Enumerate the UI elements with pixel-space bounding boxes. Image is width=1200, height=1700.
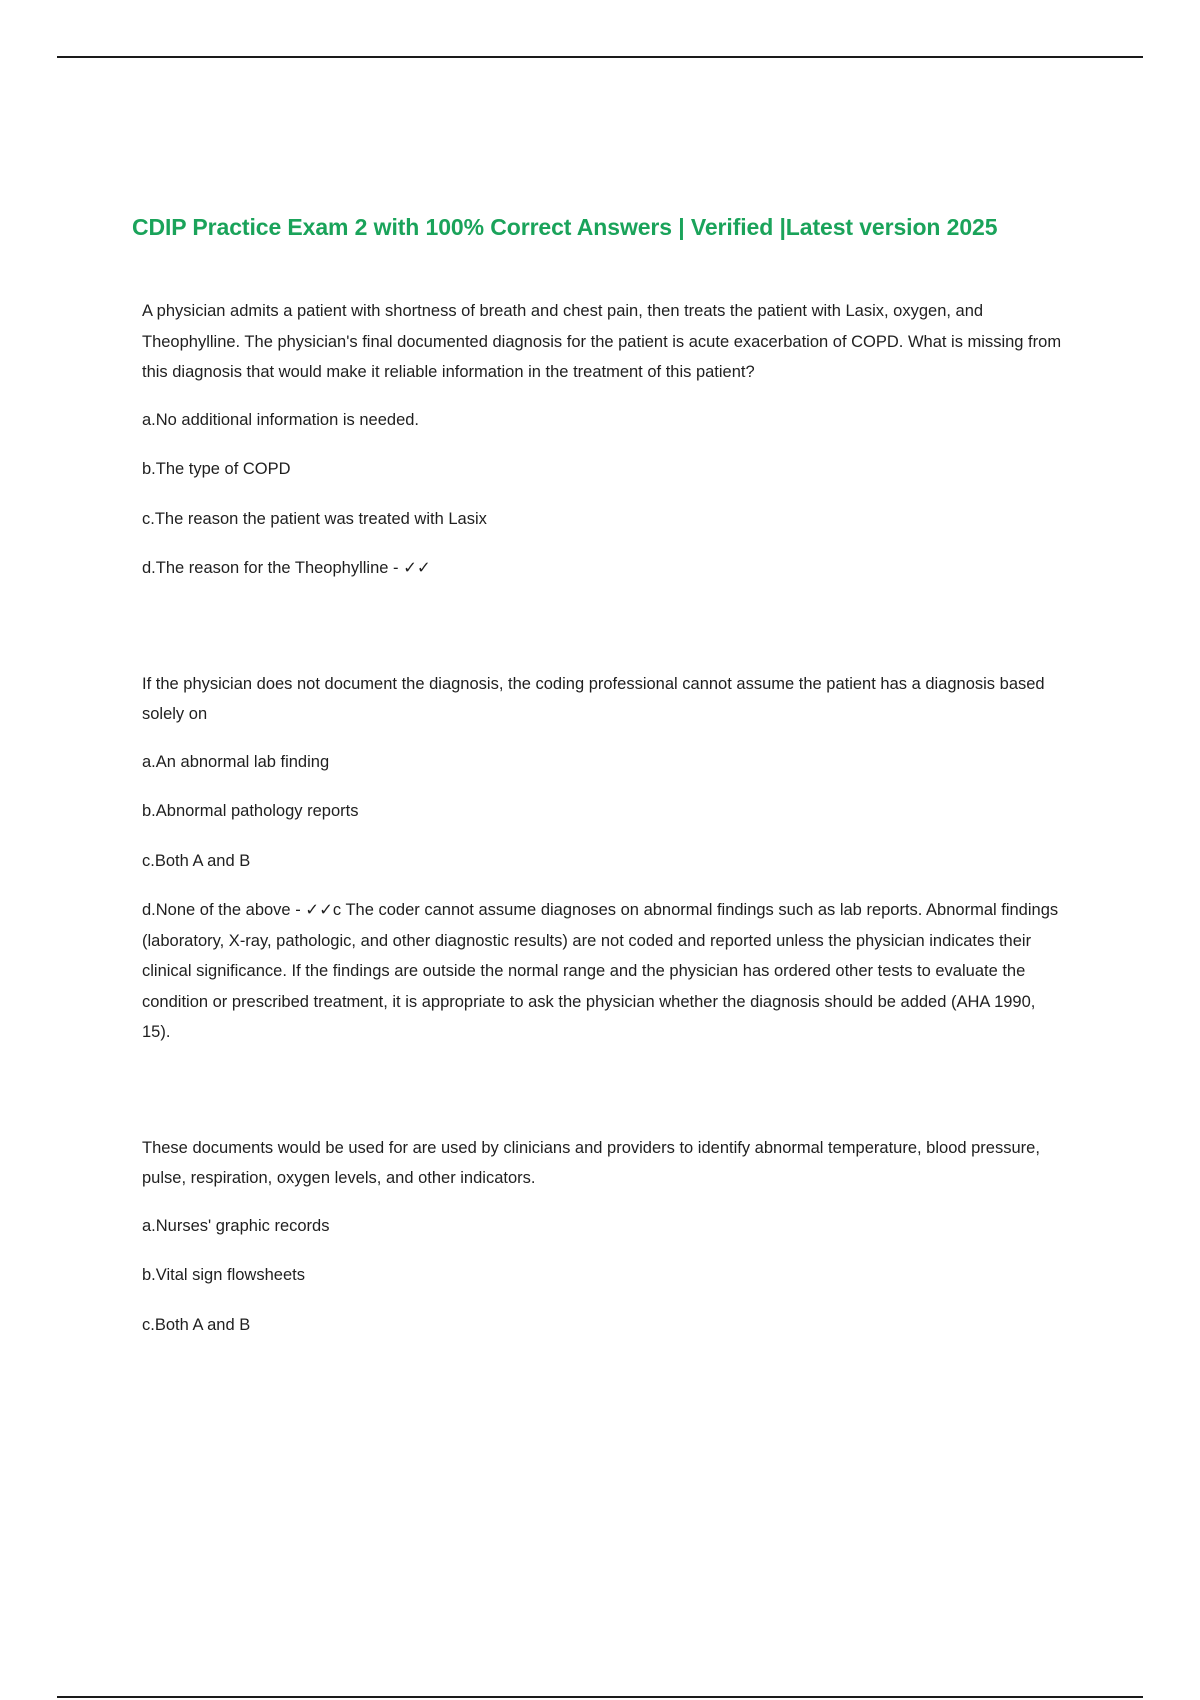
answer-option-d: d.The reason for the Theophylline - ✓✓ — [142, 559, 431, 577]
answer-option-c: c.Both A and B — [142, 851, 251, 870]
question-text: If the physician does not document the diagnosis, the coding professional cannot assume the patient has a diagnosis based solely on — [142, 674, 1045, 723]
question-block — [142, 1133, 1062, 1341]
answer-option-b: b.The type of COPD — [142, 460, 291, 478]
question-block — [142, 296, 1062, 584]
question-text: A physician admits a patient with shortness of breath and chest pain, then treats the patient with Lasix, oxygen, and Theophylline. The physician's final documented diagnosis for the patient is acute exacerbation of COPD. What is missing from this diagnosis that would make it reliable information in the treatment of this patient? — [142, 302, 1062, 381]
answer-option-d-with-rationale: d.None of the above - ✓✓c The coder cannot assume diagnoses on abnormal findings such as lab reports. Abnormal findings (laboratory, X-ray, pathologic, and other diagnostic results) are not coded and reported unless the physician indicates their clinical significance. If the findings are outside the normal range and the physician has ordered other tests to evaluate the condition or prescribed treatment, it is appropriate to ask the physician whether the diagnosis should be added (AHA 1990, 15). — [142, 901, 1059, 1041]
spacer — [142, 603, 1062, 669]
document-body — [142, 296, 1062, 1359]
answer-option-b: b.Abnormal pathology reports — [142, 802, 359, 820]
spacer — [142, 1067, 1062, 1133]
answer-option-a: a.An abnormal lab finding — [142, 752, 330, 771]
answer-option-c: c.The reason the patient was treated with Lasix — [142, 509, 487, 528]
answer-option-a: a.Nurses' graphic records — [142, 1216, 330, 1235]
question-text: These documents would be used for are used by clinicians and providers to identify abnormal temperature, blood pressure, pulse, respiration, oxygen levels, and other indicators. — [142, 1138, 1040, 1187]
answer-option-a: a.No additional information is needed. — [142, 410, 420, 429]
question-block — [142, 669, 1062, 1048]
top-rule — [57, 56, 1143, 58]
document-title: CDIP Practice Exam 2 with 100% Correct Answers | Verified |Latest version 2025 — [132, 214, 998, 240]
answer-option-c: c.Both A and B — [142, 1315, 251, 1334]
answer-option-b: b.Vital sign flowsheets — [142, 1266, 305, 1284]
bottom-rule — [57, 1696, 1143, 1698]
